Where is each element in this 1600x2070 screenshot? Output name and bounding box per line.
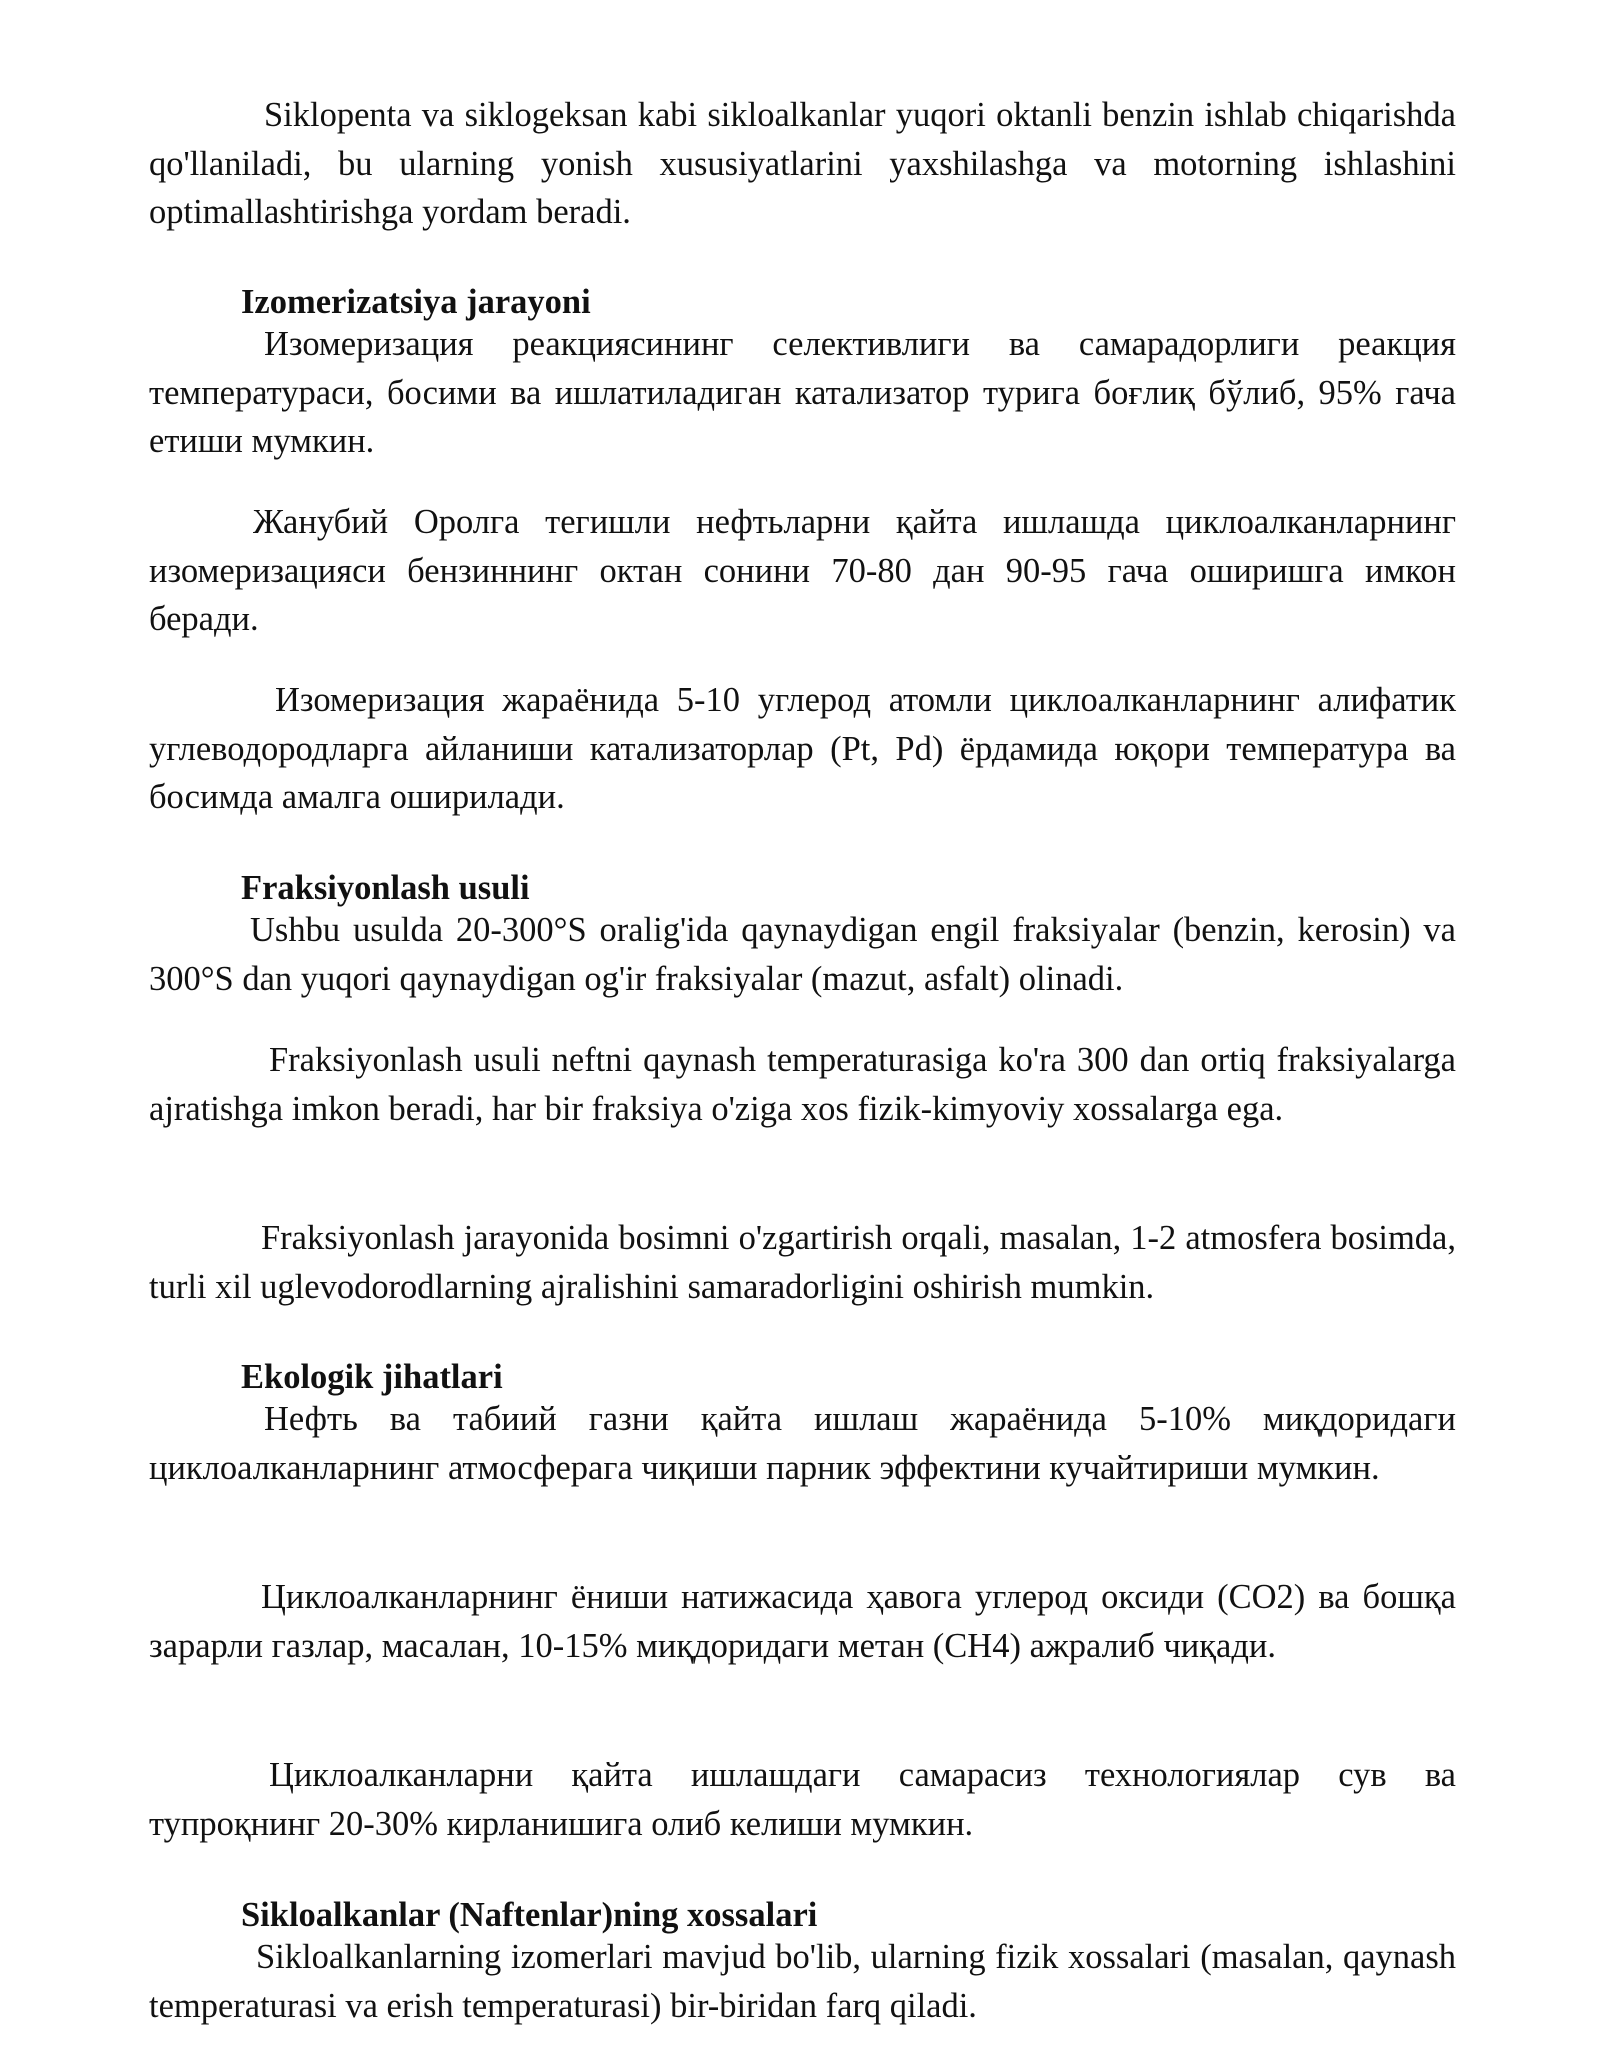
section-heading-block <box>149 1893 1456 1937</box>
intro-block <box>149 91 1456 237</box>
section-heading-block <box>149 280 1456 324</box>
paragraph: Изомеризация реакциясининг селективлиги ва самарадорлиги реакция температураси, босими ва ишлатиладиган катализатор турига боғлиқ бўлиб, 95% гача етиши мумкин. <box>149 325 1456 460</box>
paragraph-block <box>149 1395 1456 1492</box>
paragraph: Жанубий Оролга тегишли нефтьларни қайта ишлашда циклоалканларнинг изомеризацияси бензиннинг октан сонини 70-80 дан 90-95 гача оширишга имкон беради. <box>149 503 1456 638</box>
paragraph: Sikloalkanlarning izomerlari mavjud bo'lib, ularning fizik xossalari (masalan, qaynash temperaturasi va erish temperaturasi) bir-biridan farq qiladi. <box>149 1938 1456 2025</box>
section-heading-ekologik: Ekologik jihatlari <box>241 1358 503 1396</box>
paragraph: Fraksiyonlash usuli neftni qaynash temperaturasiga ko'ra 300 dan ortiq fraksiyalarga ajratishga imkon beradi, har bir fraksiya o'ziga xos fizik-kimyoviy xossalarga ega. <box>149 1041 1456 1128</box>
paragraph-block <box>149 1933 1456 2030</box>
paragraph-block <box>149 1214 1456 1311</box>
paragraph-block <box>149 320 1456 466</box>
paragraph: Нефть ва табиий газни қайта ишлаш жараёнида 5-10% миқдоридаги циклоалканларнинг атмосферага чиқиши парник эффектини кучайтириши мумкин. <box>149 1400 1456 1487</box>
paragraph-block <box>149 676 1456 822</box>
paragraph: Ushbu usulda 20-300°S oralig'ida qaynaydigan engil fraksiyalar (benzin, kerosin) va 300°S dan yuqori qaynaydigan og'ir fraksiyalar (mazut, asfalt) olinadi. <box>149 911 1456 998</box>
section-heading-fraksiyonlash: Fraksiyonlash usuli <box>241 869 530 907</box>
paragraph-block <box>149 1751 1456 1848</box>
section-heading-izomerizatsiya: Izomerizatsiya jarayoni <box>241 283 591 321</box>
paragraph: Изомеризация жараёнида 5-10 углерод атомли циклоалканларнинг алифатик углеводородларга айланиши катализаторлар (Pt, Pd) ёрдамида юқори температура ва босимда амалга оширилади. <box>149 681 1456 816</box>
section-heading-block <box>149 1355 1456 1399</box>
paragraph-block <box>149 1573 1456 1670</box>
intro-paragraph: Siklopenta va siklogeksan kabi sikloalkanlar yuqori oktanli benzin ishlab chiqarishda qo'llaniladi, bu ularning yonish xususiyatlarini yaxshilashga va motorning ishlashini optimallashtirishga yordam beradi. <box>149 96 1456 231</box>
paragraph: Циклоалканларни қайта ишлашдаги самарасиз технологиялар сув ва тупроқнинг 20-30% кирланишига олиб келиши мумкин. <box>149 1756 1456 1843</box>
paragraph: Fraksiyonlash jarayonida bosimni o'zgartirish orqali, masalan, 1-2 atmosfera bosimda, turli xil uglevodorodlarning ajralishini samaradorligini oshirish mumkin. <box>149 1219 1456 1306</box>
paragraph-block <box>149 906 1456 1003</box>
section-heading-sikloalkanlar: Sikloalkanlar (Naftenlar)ning xossalari <box>241 1896 818 1934</box>
paragraph-block <box>149 498 1456 644</box>
paragraph: Циклоалканларнинг ёниши натижасида ҳавога углерод оксиди (CO2) ва бошқа зарарли газлар, масалан, 10-15% миқдоридаги метан (CH4) ажралиб чиқади. <box>149 1578 1456 1665</box>
section-heading-block <box>149 866 1456 910</box>
paragraph-block <box>149 1036 1456 1133</box>
